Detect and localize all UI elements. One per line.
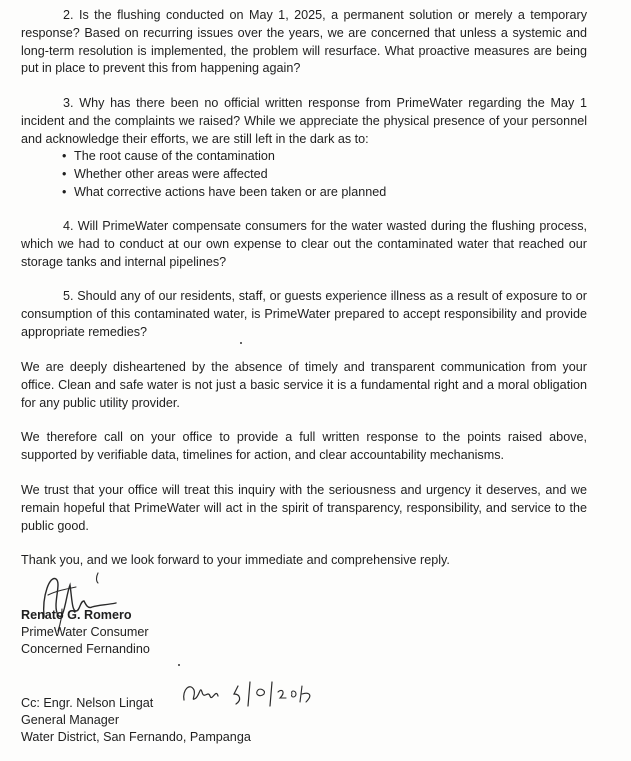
signatory-affiliation: Concerned Fernandino — [21, 642, 150, 656]
question-3-paragraph — [21, 95, 587, 148]
bullet-icon: • — [62, 149, 67, 163]
call-to-action-paragraph: We therefore call on your office to provide a full written response to the points raised above, supported by verifiable data, timelines for action, and clear accountability mechanisms. — [21, 430, 587, 462]
handwritten-received-mark — [180, 672, 330, 712]
question-3-text: 3. Why has there been no official written response from PrimeWater regarding the May 1 incident and the complaints we raised? While we appreciate the physical presence of your personnel and acknowledge their efforts, we are still left in the dark as to: — [21, 96, 587, 146]
question-5-text: 5. Should any of our residents, staff, or guests experience illness as a result of exposure to or consumption of this contaminated water, is PrimeWater prepared to accept responsibility and provide appropriate remedies? — [21, 289, 587, 339]
cc-line: Cc: Engr. Nelson Lingat — [21, 696, 154, 710]
trust-paragraph: We trust that your office will treat this inquiry with the seriousness and urgency it deserves, and we remain hopeful that PrimeWater will act in the spirit of transparency, responsibility, and service to the public good. — [21, 483, 587, 533]
question-2-paragraph — [21, 7, 587, 78]
question-3-bullet-list — [62, 148, 386, 201]
scan-speck — [178, 664, 180, 666]
question-5-paragraph — [21, 288, 587, 341]
scan-speck — [240, 342, 242, 344]
bullet-item: • The root cause of the contamination — [62, 148, 386, 166]
bullet-item: • What corrective actions have been taken or are planned — [62, 184, 386, 202]
closing-line: Thank you, and we look forward to your immediate and comprehensive reply. — [21, 553, 450, 567]
question-4-text: 4. Will PrimeWater compensate consumers for the water wasted during the flushing process, which we had to conduct at our own expense to clear out the contaminated water that reached our storage tanks and internal pipelines? — [21, 219, 587, 269]
bullet-item: • Whether other areas were affected — [62, 166, 386, 184]
signatory-title: PrimeWater Consumer — [21, 625, 149, 639]
cc-office: Water District, San Fernando, Pampanga — [21, 730, 251, 744]
signatory-name: Renato G. Romero — [21, 608, 132, 622]
cc-title: General Manager — [21, 713, 120, 727]
question-4-paragraph — [21, 218, 587, 271]
bullet-icon: • — [62, 184, 67, 199]
question-2-text: 2. Is the flushing conducted on May 1, 2025, a permanent solution or merely a temporary response? Based on recurring issues over the years, we are concerned that unless a systemic and long-term resolution is implemented, the problem will resurface. What proactive measures are being put in place to prevent this from happening again? — [21, 8, 587, 76]
bullet-icon: • — [62, 166, 67, 181]
disheartened-paragraph: We are deeply disheartened by the absence of timely and transparent communication from your office. Clean and safe water is not just a basic service it is a fundamental right and a moral obligation for any public utility provider. — [21, 360, 587, 410]
